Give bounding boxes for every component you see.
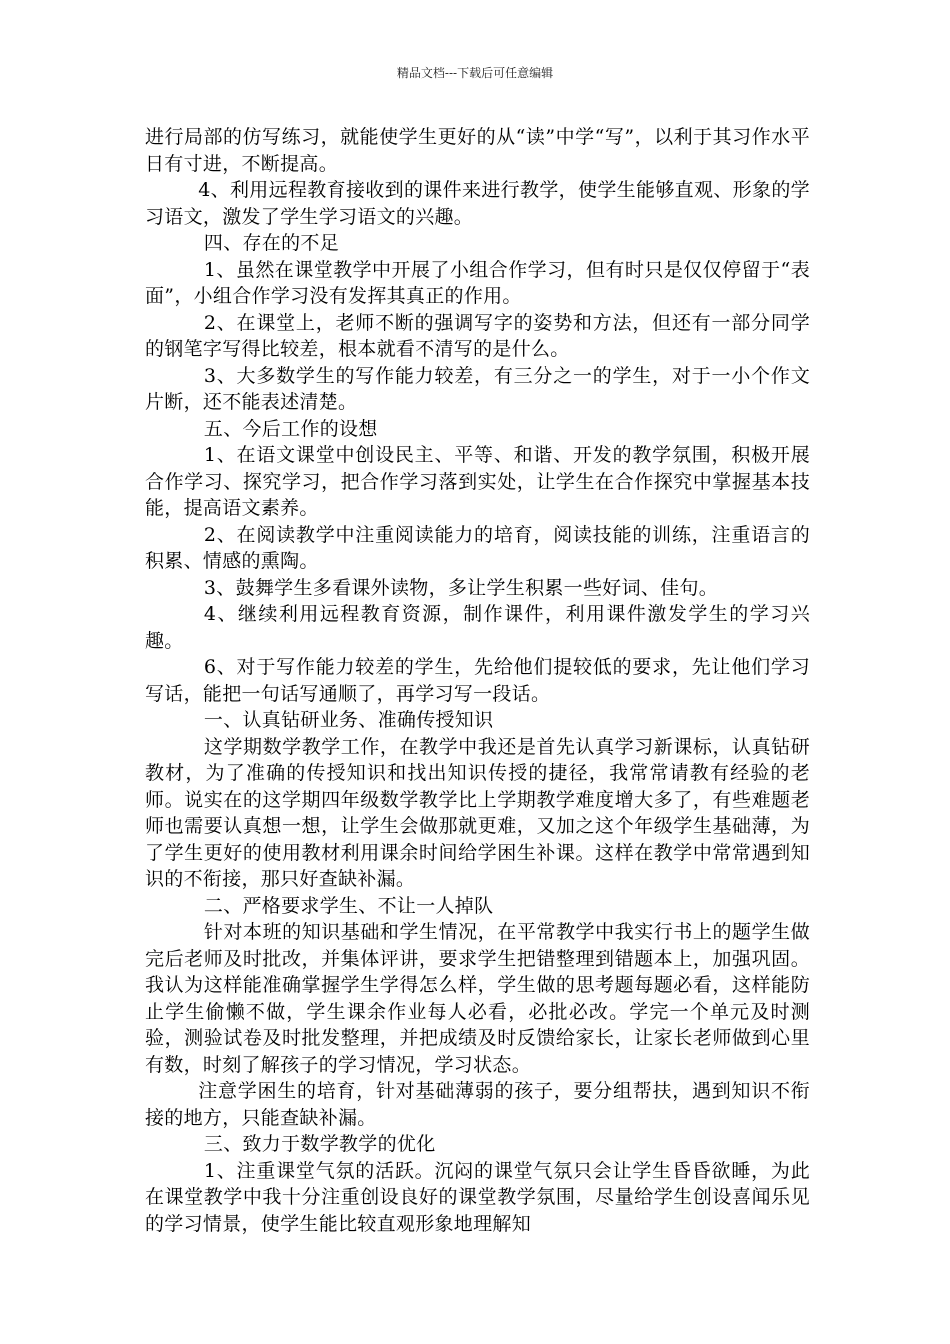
paragraph-9: 4、继续利用远程教育资源，制作课件，利用课件激发学生的学习兴趣。 <box>145 603 810 652</box>
document-body <box>145 124 810 1237</box>
section-heading-3: 三、致力于数学教学的优化 <box>203 1133 436 1155</box>
section-heading-4: 四、存在的不足 <box>203 232 339 254</box>
paragraph-6: 1、在语文课堂中创设民主、平等、和谐、开发的教学氛围，积极开展合作学习、探究学习，把合作学习落到实处，让学生在合作探究中掌握基本技能，提高语文素养。 <box>145 444 810 519</box>
paragraph-8: 3、鼓舞学生多看课外读物，多让学生积累一些好词、佳句。 <box>203 576 719 599</box>
paragraph-13: 注意学困生的培育，针对基础薄弱的孩子，要分组帮扶，遇到知识不衔接的地方，只能查缺补漏。 <box>145 1080 810 1129</box>
section-heading-1: 一、认真钻研业务、准确传授知识 <box>203 709 494 731</box>
paragraph-2: 4、利用远程教育接收到的课件来进行教学，使学生能够直观、形象的学习语文，激发了学生学习语文的兴趣。 <box>145 179 810 228</box>
paragraph-5: 3、大多数学生的写作能力较差，有三分之一的学生，对于一小个作文片断，还不能表述清楚。 <box>145 364 810 413</box>
paragraph-11: 这学期数学教学工作，在教学中我还是首先认真学习新课标，认真钻研教材，为了准确的传授知识和找出知识传授的捷径，我常常请教有经验的老师。说实在的这学期四年级数学教学比上学期教学难度增大多了，有些难题老师也需要认真想一想，让学生会做那就更难，又加之这个年级学生基础薄，为了学生更好的使用教材利用课余时间给学困生补课。这样在教学中常常遇到知识的不衔接，那只好查缺补漏。 <box>145 735 810 890</box>
paragraph-3: 1、虽然在课堂教学中开展了小组合作学习，但有时只是仅仅停留于“表面”，小组合作学习没有发挥其真正的作用。 <box>145 258 810 307</box>
paragraph-7: 2、在阅读教学中注重阅读能力的培育，阅读技能的训练，注重语言的积累、情感的熏陶。 <box>145 523 810 572</box>
paragraph-1: 进行局部的仿写练习，就能使学生更好的从“读”中学“写”，以利于其习作水平日有寸进，不断提高。 <box>145 126 810 175</box>
paragraph-4: 2、在课堂上，老师不断的强调写字的姿势和方法，但还有一部分同学的钢笔字写得比较差，根本就看不清写的是什么。 <box>145 311 810 360</box>
section-heading-2: 二、严格要求学生、不让一人掉队 <box>203 894 494 917</box>
paragraph-14: 1、注重课堂气氛的活跃。沉闷的课堂气氛只会让学生昏昏欲睡，为此在课堂教学中我十分注重创设良好的课堂教学氛围，尽量给学生创设喜闻乐见的学习情景，使学生能比较直观形象地理解知 <box>145 1159 810 1235</box>
paragraph-12: 针对本班的知识基础和学生情况，在平常教学中我实行书上的题学生做完后老师及时批改，并集体评讲，要求学生把错整理到错题本上，加强巩固。我认为这样能准确掌握学生学得怎么样，学生做的思考题每题必看，这样能防止学生偷懒不做，学生课余作业每人必看，必批必改。学完一个单元及时测验，测验试卷及时批发整理，并把成绩及时反馈给家长，让家长老师做到心里有数，时刻了解孩子的学习情况，学习状态。 <box>145 921 810 1076</box>
page-header: 精品文档---下载后可任意编辑 <box>396 66 554 80</box>
section-heading-5: 五、今后工作的设想 <box>203 417 378 440</box>
paragraph-10: 6、对于写作能力较差的学生，先给他们提较低的要求，先让他们学习写话，能把一句话写通顺了，再学习写一段话。 <box>145 656 810 705</box>
